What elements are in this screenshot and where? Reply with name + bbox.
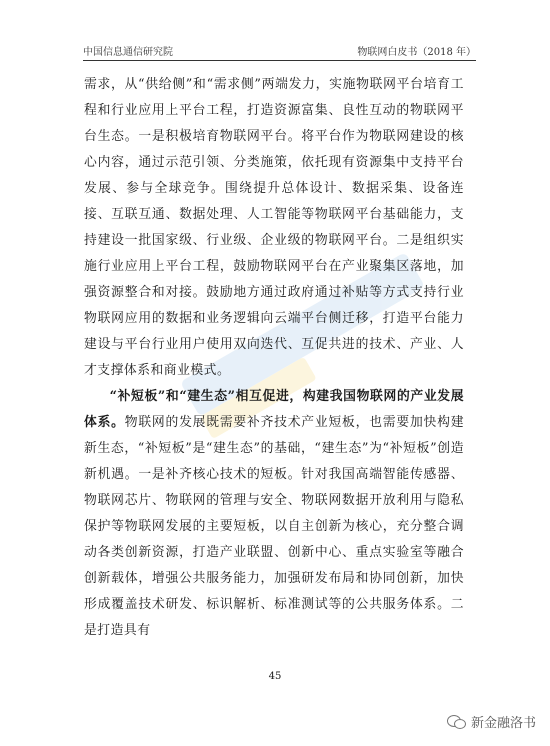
document-body	[84, 72, 464, 644]
wechat-icon	[447, 715, 465, 729]
page-number: 45	[268, 671, 282, 682]
paragraph-body: 物联网的发展既需要补齐技术产业短板，也需要加快构建新生态，“补短板”是“建生态”的基础，“建生态”为“补短板”创造新机遇。一是补齐核心技术的短板。针对我国高端智能传感器、物联网芯片、物联网的管理与安全、物联网数据开放利用与隐私保护等物联网发展的主要短板，以自主创新为核心，充分整合调动各类创新资源，打造产业联盟、创新中心、重点实验室等融合创新载体，增强公共服务能力，加强研发布局和协同创新，加快形成覆盖技术研发、标识解析、标准测试等的公共服务体系。二是打造具有	[84, 415, 465, 638]
paragraph-platform-ecosystem: 需求，从“供给侧”和“需求侧”两端发力，实施物联网平台培育工程和行业应用上平台工程，打造资源富集、良性互动的物联网平台生态。一是积极培育物联网平台。将平台作为物联网建设的核心内容，通过示范引领、分类施策，依托现有资源集中支持平台发展、参与全球竞争。围绕提升总体设计、数据采集、设备连接、互联互通、数据处理、人工智能等物联网平台基础能力，支持建设一批国家级、行业级、企业级的物联网平台。二是组织实施行业应用上平台工程，鼓励物联网平台在产业聚集区落地，加强资源整合和对接。鼓励地方通过政府通过补贴等方式支持行业物联网应用的数据和业务逻辑向云端平台侧迁移，打造平台能力建设与平台行业用户使用双向迭代、互促共进的技术、产业、人才支撑体系和商业模式。	[84, 77, 464, 378]
header-divider	[83, 60, 476, 61]
page-header	[83, 42, 476, 58]
header-doc-title: 物联网白皮书（2018 年）	[357, 47, 476, 58]
header-org: 中国信息通信研究院	[83, 47, 173, 58]
footer-brand	[447, 712, 536, 731]
paragraph-industry-system	[84, 384, 464, 644]
brand-name: 新金融洛书	[470, 716, 536, 731]
paragraph-heading: “补短板”和“建生态”相互促进，构建我国物联网的产业发展体系。	[84, 389, 464, 430]
